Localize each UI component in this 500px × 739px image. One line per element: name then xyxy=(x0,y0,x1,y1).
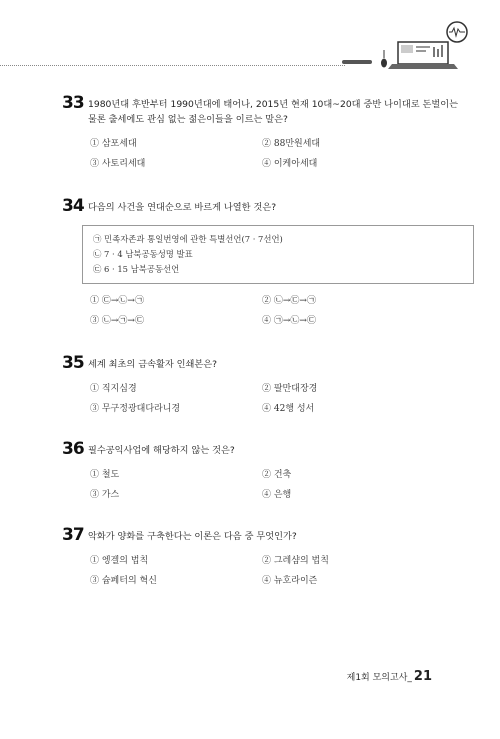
question-number: 36 xyxy=(62,439,84,459)
option[interactable]: ④ 은행 xyxy=(262,490,292,500)
option[interactable]: ③ 사토리세대 xyxy=(90,159,146,169)
options-list xyxy=(90,553,462,586)
option[interactable]: ④ 이케아세대 xyxy=(262,159,318,169)
question-text: 1980년대 후반부터 1990년대에 태어나, 2015년 현재 10대~20대 중반 나이대로 돈벌이는 물론 출세에도 관심 없는 젊은이들을 이르는 말은? xyxy=(88,99,459,125)
option[interactable]: ① ㉢→㉡→㉠ xyxy=(90,296,144,306)
options-list xyxy=(90,467,462,500)
event-box xyxy=(82,225,474,284)
option[interactable]: ④ ㉠→㉡→㉢ xyxy=(262,316,316,326)
option[interactable]: ① 삼포세대 xyxy=(90,139,137,149)
option[interactable]: ② 그레샴의 법칙 xyxy=(262,556,329,566)
option[interactable]: ① 철도 xyxy=(90,470,120,480)
footer-label: 제1회 모의고사_ xyxy=(346,673,412,683)
event-item: ㉢ 6 · 15 남북공동선언 xyxy=(93,264,180,274)
computer-illustration-icon xyxy=(340,18,470,73)
option[interactable]: ③ ㉡→㉠→㉢ xyxy=(90,316,144,326)
question-36 xyxy=(62,439,462,500)
option[interactable]: ② ㉡→㉢→㉠ xyxy=(262,296,316,306)
question-text: 필수공익사업에 해당하지 않는 것은? xyxy=(88,445,235,456)
option[interactable]: ② 88만원세대 xyxy=(262,139,321,149)
question-text: 다음의 사건을 연대순으로 바르게 나열한 것은? xyxy=(88,202,277,213)
event-item: ㉠ 민족자존과 통일번영에 관한 특별선언(7 · 7선언) xyxy=(93,234,283,244)
question-number: 34 xyxy=(62,196,84,216)
question-number: 37 xyxy=(62,525,84,545)
question-number: 33 xyxy=(62,93,84,113)
option[interactable]: ② 팔만대장경 xyxy=(262,384,318,394)
question-33 xyxy=(62,93,462,169)
options-list xyxy=(90,136,462,169)
option[interactable]: ② 건축 xyxy=(262,470,292,480)
question-37 xyxy=(62,525,462,586)
option[interactable]: ③ 슘페터의 혁신 xyxy=(90,576,157,586)
option[interactable]: ③ 가스 xyxy=(90,490,120,500)
option[interactable]: ④ 42행 성서 xyxy=(262,404,315,414)
event-item: ㉡ 7 · 4 남북공동성명 발표 xyxy=(93,249,193,259)
question-text: 세계 최초의 금속활자 인쇄본은? xyxy=(88,359,218,370)
question-text: 악화가 양화를 구축한다는 이론은 다음 중 무엇인가? xyxy=(88,531,297,542)
page-footer xyxy=(347,669,432,684)
option[interactable]: ④ 뉴호라이즌 xyxy=(262,576,318,586)
options-list xyxy=(90,381,462,414)
option[interactable]: ③ 무구정광대다라니경 xyxy=(90,404,181,414)
question-34 xyxy=(62,196,462,326)
page-number: 21 xyxy=(413,669,432,684)
question-35 xyxy=(62,353,462,414)
header-dotted-line xyxy=(0,65,345,66)
options-list xyxy=(90,293,462,326)
option[interactable]: ① 엥겔의 법칙 xyxy=(90,556,149,566)
question-number: 35 xyxy=(62,353,84,373)
option[interactable]: ① 직지심경 xyxy=(90,384,137,394)
